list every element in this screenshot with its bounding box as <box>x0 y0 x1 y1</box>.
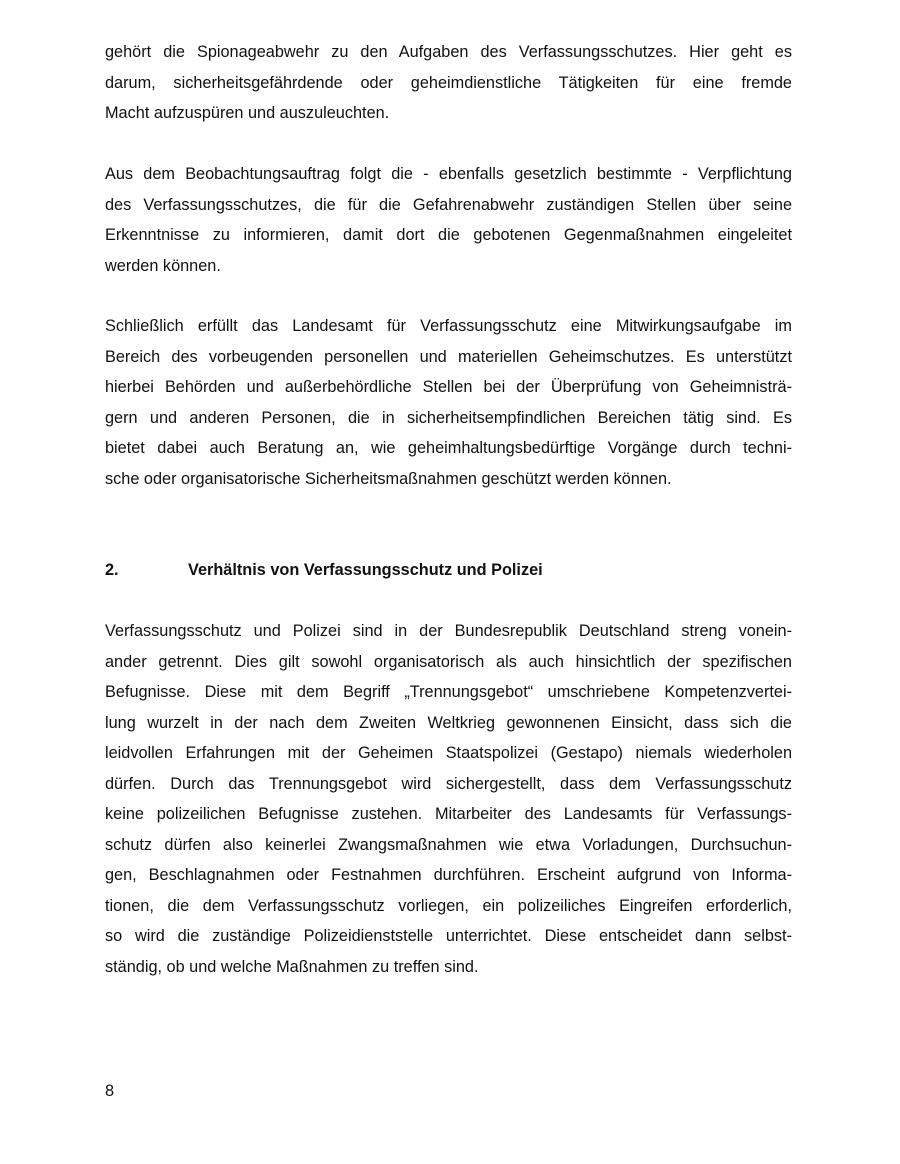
section-title: Verhältnis von Verfassungsschutz und Polizei <box>188 561 543 579</box>
text-line: tionen, die dem Verfassungsschutz vorliegen, ein polizeiliches Eingreifen erforderlich, <box>105 896 792 915</box>
text-line: schutz dürfen also keinerlei Zwangsmaßnahmen wie etwa Vorladungen, Durchsuchun- <box>105 835 792 854</box>
text-line: keine polizeilichen Befugnisse zustehen. Mitarbeiter des Landesamts für Verfassungs- <box>105 805 792 823</box>
section-number: 2. <box>105 561 119 579</box>
paragraph-trennungsgebot <box>105 616 792 982</box>
page-number: 8 <box>105 1082 115 1100</box>
text-line: sche oder organisatorische Sicherheitsmaßnahmen geschützt werden können. <box>105 469 672 488</box>
text-line: bietet dabei auch Beratung an, wie geheimhaltungsbedürftige Vorgänge durch techni- <box>105 439 792 457</box>
text-line: darum, sicherheitsgefährdende oder geheimdienstliche Tätigkeiten für eine fremde <box>105 73 792 92</box>
text-line: werden können. <box>105 256 221 275</box>
text-line: gern und anderen Personen, die in sicherheitsempfindlichen Bereichen tätig sind. Es <box>105 408 792 427</box>
text-line: hierbei Behörden und außerbehördliche Stellen bei der Überprüfung von Geheimnisträ- <box>105 378 792 396</box>
text-line: Macht aufzuspüren und auszuleuchten. <box>105 104 390 122</box>
text-line: ständig, ob und welche Maßnahmen zu treffen sind. <box>105 957 479 976</box>
text-line: so wird die zuständige Polizeidienststelle unterrichtet. Diese entscheidet dann selbst- <box>105 927 792 945</box>
text-line: Verfassungsschutz und Polizei sind in der Bundesrepublik Deutschland streng vonein- <box>105 622 792 640</box>
text-line: lung wurzelt in der nach dem Zweiten Weltkrieg gewonnenen Einsicht, dass sich die <box>105 713 792 732</box>
text-line: Aus dem Beobachtungsauftrag folgt die - ebenfalls gesetzlich bestimmte - Verpflichtung <box>105 165 792 183</box>
paragraph-spionageabwehr <box>105 37 792 129</box>
paragraph-beobachtungsauftrag <box>105 159 792 281</box>
text-line: Schließlich erfüllt das Landesamt für Verfassungsschutz eine Mitwirkungsaufgabe im <box>105 317 792 335</box>
text-line: gehört die Spionageabwehr zu den Aufgaben des Verfassungsschutzes. Hier geht es <box>105 43 792 61</box>
paragraph-geheimschutz <box>105 311 792 494</box>
text-line: Erkenntnisse zu informieren, damit dort die gebotenen Gegenmaßnahmen eingeleitet <box>105 226 792 244</box>
text-line: leidvollen Erfahrungen mit der Geheimen Staatspolizei (Gestapo) niemals wiederholen <box>105 744 792 762</box>
text-line: Bereich des vorbeugenden personellen und materiellen Geheimschutzes. Es unterstützt <box>105 347 792 366</box>
text-line: gen, Beschlagnahmen oder Festnahmen durchführen. Erscheint aufgrund von Informa- <box>105 866 792 884</box>
section-heading <box>105 555 543 585</box>
text-line: des Verfassungsschutzes, die für die Gefahrenabwehr zuständigen Stellen über seine <box>105 195 792 214</box>
text-line: Befugnisse. Diese mit dem Begriff „Trennungsgebot“ umschriebene Kompetenzvertei- <box>105 683 792 701</box>
text-line: dürfen. Durch das Trennungsgebot wird sichergestellt, dass dem Verfassungsschutz <box>105 774 792 793</box>
text-line: ander getrennt. Dies gilt sowohl organisatorisch als auch hinsichtlich der spezifischen <box>105 652 792 671</box>
